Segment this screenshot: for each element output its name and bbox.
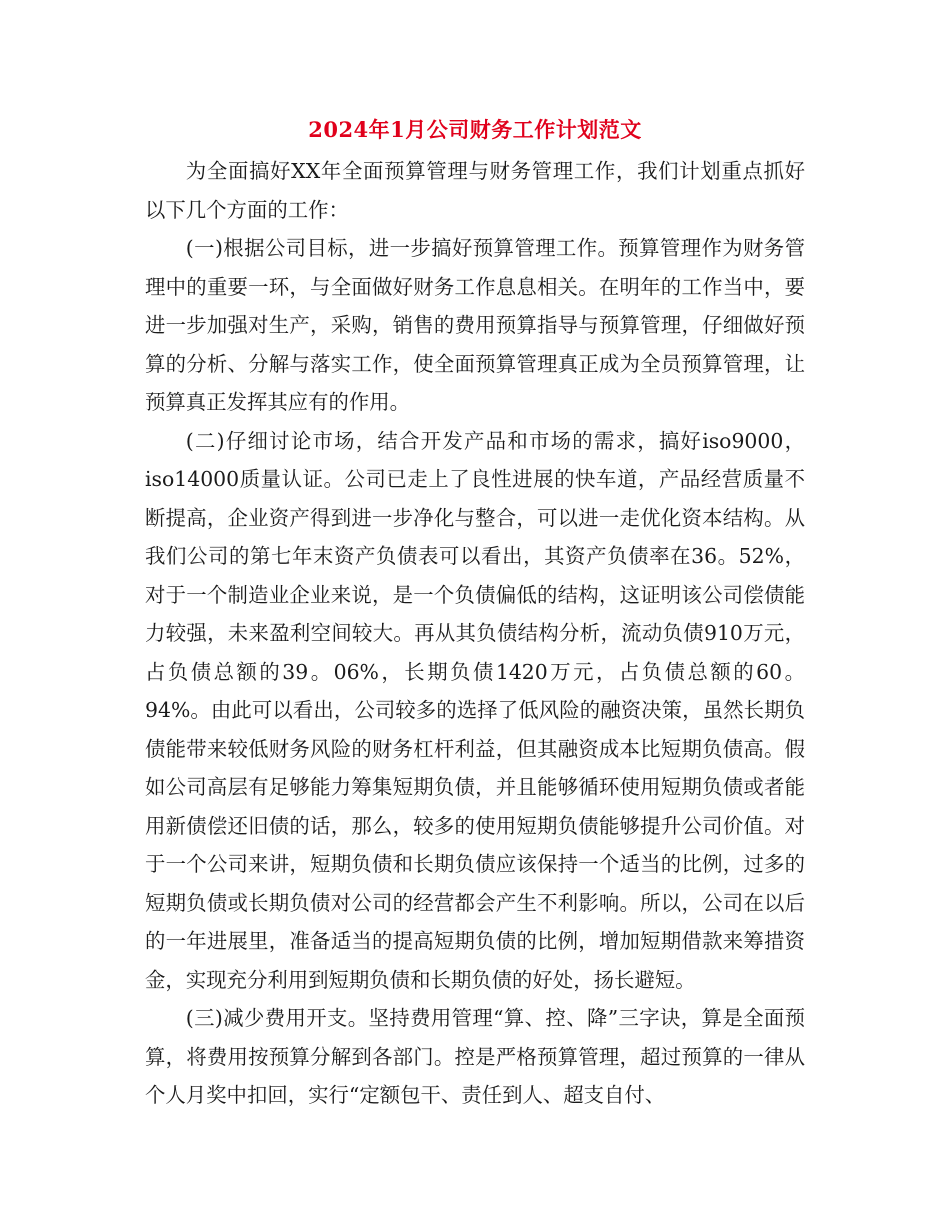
paragraph-budget-management: (一)根据公司目标，进一步搞好预算管理工作。预算管理作为财务管理中的重要一环，与全面做好财务工作息息相关。在明年的工作当中，要进一步加强对生产，采购，销售的费用预算指导与预算管理，仔细做好预算的分析、分解与落实工作，使全面预算管理真正成为全员预算管理，让预算真正发挥其应有的作用。 xyxy=(145,236,805,414)
paragraph-cost-reduction: (三)减少费用开支。坚持费用管理“算、控、降”三字诀，算是全面预算，将费用按预算分解到各部门。控是严格预算管理，超过预算的一律从个人月奖中扣回，实行“定额包干、责任到人、超支自付、 xyxy=(145,1006,805,1107)
paragraph-market-research: (二)仔细讨论市场，结合开发产品和市场的需求，搞好iso9000，iso14000质量认证。公司已走上了良性进展的快车道，产品经营质量不断提高，企业资产得到进一步净化与整合，可以进一走优化资本结构。从我们公司的第七年末资产负债表可以看出，其资产负债率在36。52%，对于一个制造业企业来说，是一个负债偏低的结构，这证明该公司偿债能力较强，未来盈利空间较大。再从其负债结构分析，流动负债910万元，占负债总额的39。06%，长期负债1420万元，占负债总额的60。94%。由此可以看出，公司较多的选择了低风险的融资决策，虽然长期负债能带来较低财务风险的财务杠杆利益，但其融资成本比短期负债高。假如公司高层有足够能力筹集短期负债，并且能够循环使用短期负债或者能用新债偿还旧债的话，那么，较多的使用短期负债能够提升公司价值。对于一个公司来讲，短期负债和长期负债应该保持一个适当的比例，过多的短期负债或长期负债对公司的经营都会产生不利影响。所以，公司在以后的一年进展里，准备适当的提高短期负债的比例，增加短期借款来筹措资金，实现充分利用到短期负债和长期负债的好处，扬长避短。 xyxy=(145,428,805,992)
paragraph-intro: 为全面搞好XX年全面预算管理与财务管理工作，我们计划重点抓好以下几个方面的工作： xyxy=(145,159,805,222)
document-title: 2024年1月公司财务工作计划范文 xyxy=(308,117,642,142)
document-body xyxy=(145,152,805,1115)
